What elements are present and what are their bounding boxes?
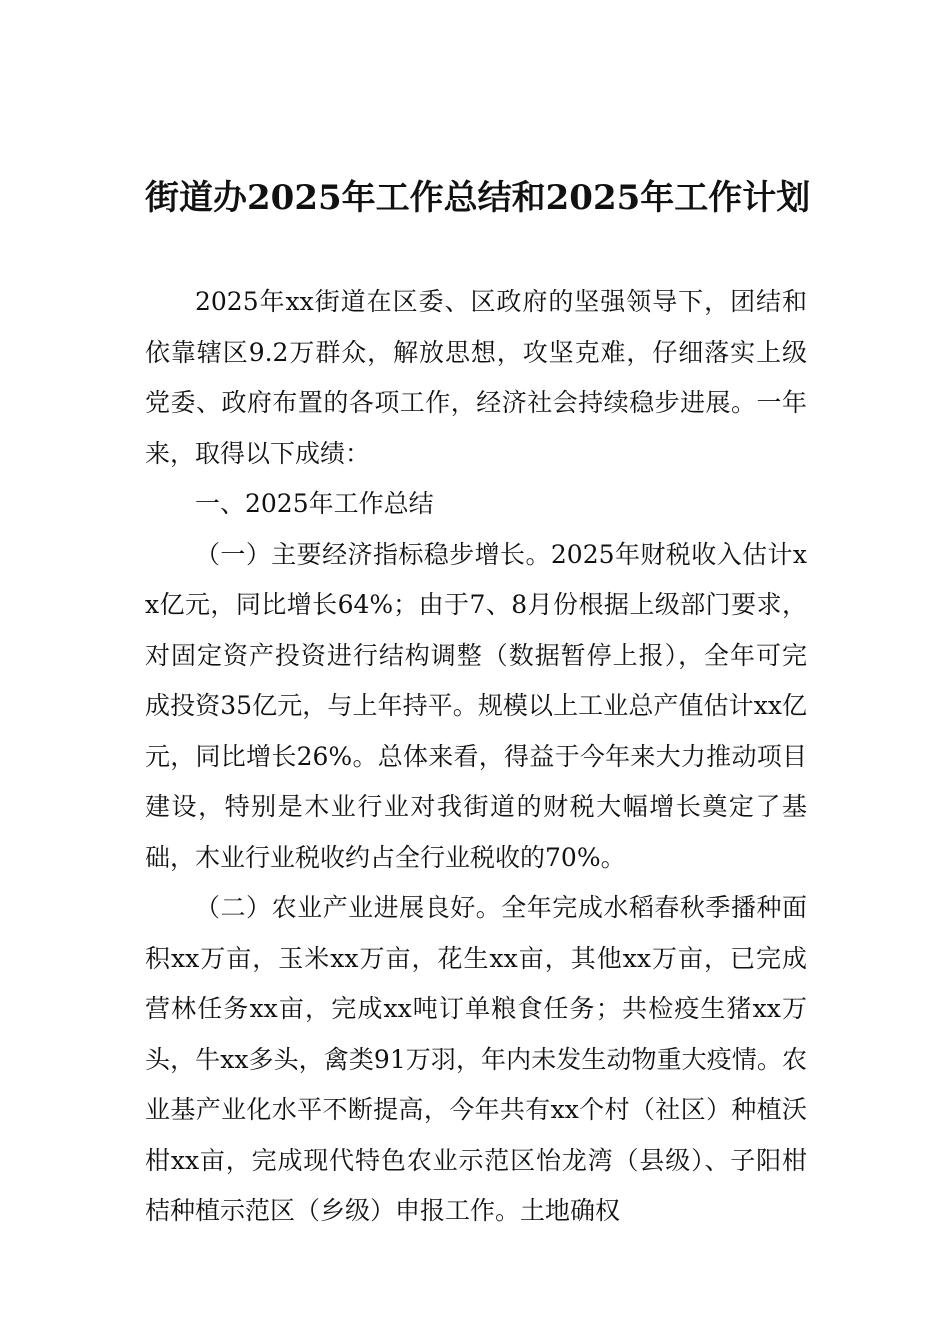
document-body bbox=[145, 277, 807, 1237]
economic-indicators-paragraph: （一）主要经济指标稳步增长。2025年财税收入估计xx亿元，同比增长64%；由于7、8月份根据上级部门要求，对固定资产投资进行结构调整（数据暂停上报），全年可完成投资35亿元，与上年持平。规模以上工业总产值估计xx亿元，同比增长26%。总体来看，得益于今年来大力推动项目建设，特别是木业行业对我街道的财税大幅增长奠定了基础，木业行业税收约占全行业税收的70%。 bbox=[145, 539, 807, 872]
agriculture-paragraph: （二）农业产业进展良好。全年完成水稻春秋季播种面积xx万亩，玉米xx万亩，花生xx亩，其他xx万亩，已完成营林任务xx亩，完成xx吨订单粮食任务；共检疫生猪xx万头，牛xx多头，禽类91万羽，年内未发生动物重大疫情。农业基产业化水平不断提高，今年共有xx个村（社区）种植沃柑xx亩，完成现代特色农业示范区怡龙湾（县级）、子阳柑桔种植示范区（乡级）申报工作。土地确权 bbox=[145, 893, 807, 1225]
document-title: 街道办2025年工作总结和2025年工作计划 bbox=[145, 178, 811, 218]
intro-paragraph: 2025年xx街道在区委、区政府的坚强领导下，团结和依靠辖区9.2万群众，解放思想，攻坚克难，仔细落实上级党委、政府布置的各项工作，经济社会持续稳步进展。一年来，取得以下成绩： bbox=[145, 287, 807, 468]
section-heading-1: 一、2025年工作总结 bbox=[195, 489, 434, 518]
